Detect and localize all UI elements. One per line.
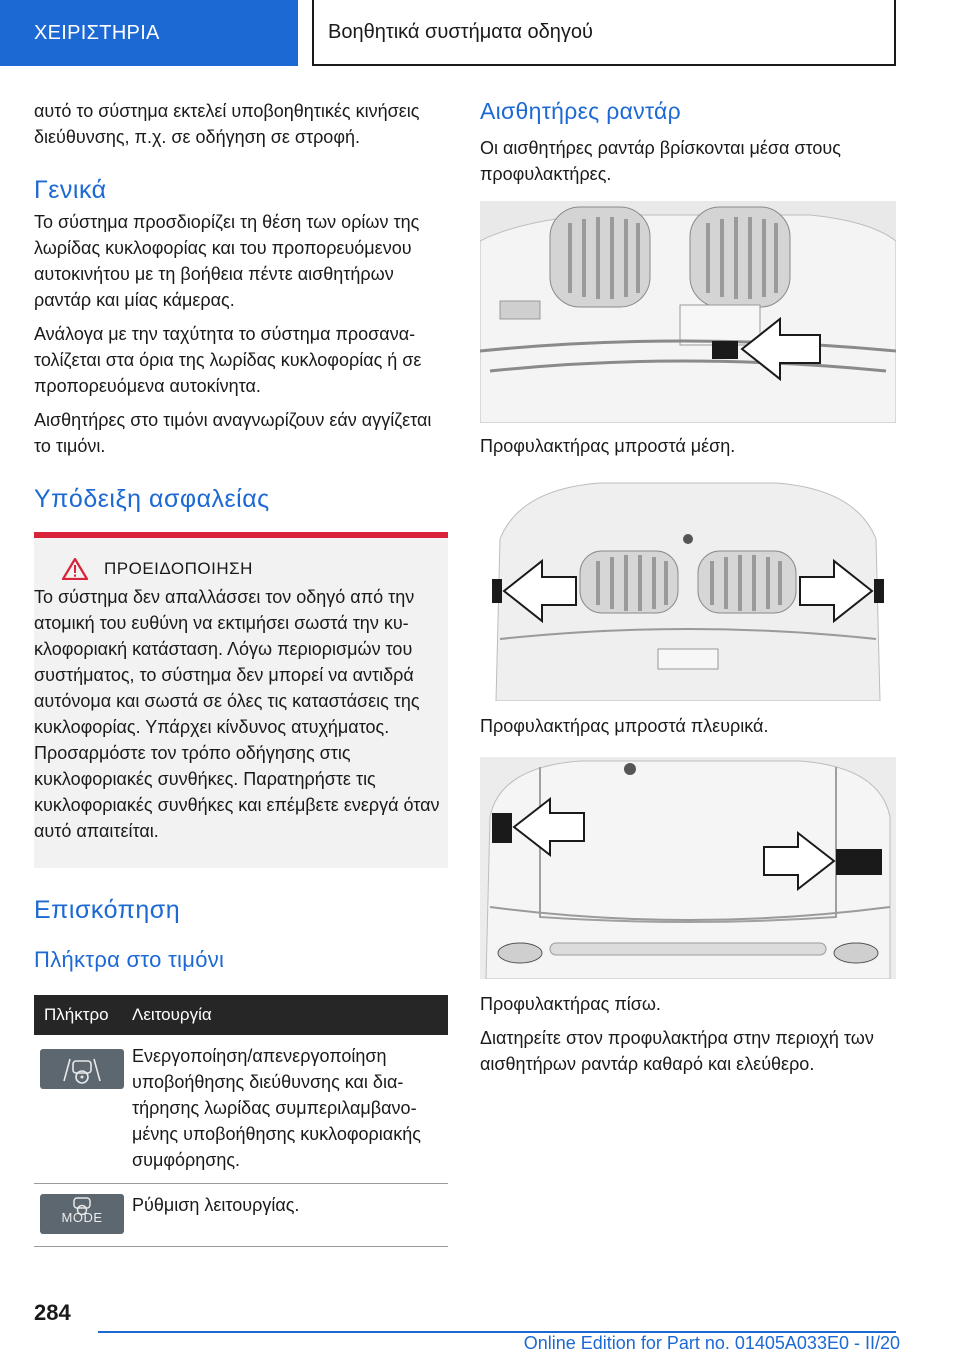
page-number: 284 (34, 1300, 71, 1325)
edition-info: Online Edition for Part no. 01405A033E0 - II/20 (523, 1333, 900, 1353)
table-row (34, 1184, 448, 1247)
mode-button-icon (40, 1194, 124, 1234)
buttons-table (34, 995, 448, 1247)
radar-intro: Οι αισθητήρες ραντάρ βρίσκονται μέσα στους προφυλακτήρες. (480, 138, 841, 184)
caption-front-side: Προφυλακτήρας μπροστά πλευρικά. (480, 716, 769, 736)
warning-box (34, 532, 448, 868)
caption-rear: Προφυλακτήρας πίσω. (480, 994, 661, 1014)
front-side-bumper-illustration (480, 479, 896, 701)
general-paragraph-3: Αισθητήρες στο τιμόνι αναγνωρίζουν εάν αγγίζεται το τιμόνι. (34, 410, 432, 456)
lane-assist-steering-icon (40, 1049, 124, 1089)
warning-triangle-icon (62, 558, 88, 580)
mode-label: MODE (61, 1210, 103, 1225)
buttons-heading: Πλήκτρα στο τιμόνι (34, 947, 225, 972)
general-paragraph-1: Το σύστημα προσδιορίζει τη θέση των ορίων της λωρίδας κυκλοφορίας και του προπορευόμενου αυτοκινήτου με τη βοήθεια πέντε αισθητήρων ραντάρ και μίας κάμερας. (34, 212, 420, 310)
rear-bumper-illustration (480, 757, 896, 979)
section-tab: ΧΕΙΡΙΣΤΗΡΙΑ (0, 0, 298, 66)
table-header-key: Πλήκτρο (34, 995, 132, 1035)
table-row (34, 1035, 448, 1184)
table-cell-function: Ρύθμιση λειτουργίας. (132, 1184, 448, 1247)
page-header (0, 0, 960, 66)
warning-text: Το σύστημα δεν απαλλάσσει τον οδηγό από την ατομική του ευθύνη να εκτιμήσει σωστά την κυκλοφοριακή κατάσταση. Λόγω περιορισμών του συστήματος, το σύστημα δεν μπορεί να αντιδρά αυτόνομα και σωστά σε όλες τις καταστάσεις της κυκλοφορίας. Υπάρχει κίνδυνος ατυχήματος. Προσαρμόστε τον τρόπο οδήγησης στις κυκλοφοριακές συνθήκες. Παρατηρήστε τις κυκλοφοριακές συνθήκες και επέμβετε ενεργά όταν αυτό απαιτείται. (34, 587, 440, 841)
warning-header (34, 558, 448, 580)
intro-paragraph: αυτό το σύστημα εκτελεί υποβοηθητικές κινήσεις διεύθυνσης, π.χ. σε οδήγηση σε στροφή. (34, 101, 420, 147)
warning-title: ΠΡΟΕΙΔΟΠΟΙΗΣΗ (104, 559, 253, 578)
caption-front-center: Προφυλακτήρας μπροστά μέση. (480, 436, 736, 456)
general-paragraph-2: Ανάλογα με την ταχύτητα το σύστημα προσανατολίζεται στα όρια της λωρίδας κυκλοφορίας ή σε προπορευόμενα αυτοκίνητα. (34, 324, 422, 396)
table-header-row (34, 995, 448, 1035)
chapter-title: Βοηθητικά συστήματα οδηγού (312, 0, 896, 66)
table-cell-function: Ενεργοποίηση/απενεργοποίηση υποβοήθησης διεύθυνσης και διατήρησης λωρίδας συμπεριλαμβανομένης υποβοήθησης κυκλοφοριακής συμφόρησης. (132, 1035, 448, 1184)
safety-heading: Υπόδειξη ασφαλείας (34, 485, 270, 513)
radar-heading: Αισθητήρες ραντάρ (480, 98, 682, 124)
left-column (34, 98, 448, 1247)
overview-heading: Επισκόπηση (34, 896, 181, 924)
table-header-function: Λειτουργία (132, 995, 448, 1035)
front-center-bumper-illustration (480, 201, 896, 423)
general-heading: Γενικά (34, 176, 107, 204)
right-column (480, 98, 896, 1085)
closing-paragraph: Διατηρείτε στον προφυλακτήρα στην περιοχή των αισθητήρων ραντάρ καθαρό και ελεύθερο. (480, 1028, 874, 1074)
